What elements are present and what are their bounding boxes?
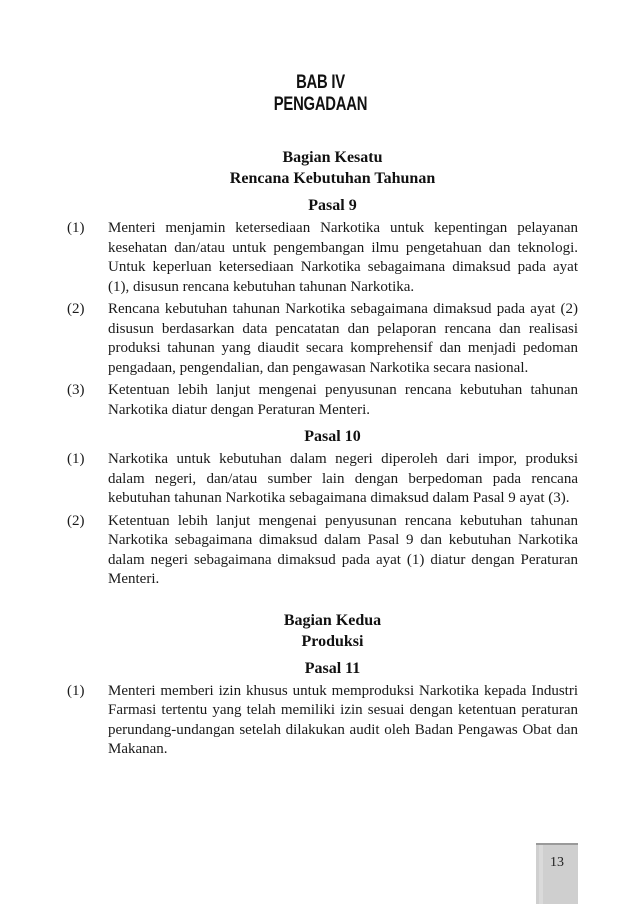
pasal-title: Pasal 9 xyxy=(308,197,357,214)
ayat-text: Rencana kebutuhan tahunan Narkotika sebagaimana dimaksud pada ayat (2) disusun berdasarkan data pencatatan dan pelaporan rencana dan realisasi produksi tahunan yang diaudit secara komprehensif dan menjadi pedoman pengadaan, pengendalian, dan pengawasan Narkotika secara nasional. xyxy=(108,301,578,376)
section-subheading: Rencana Kebutuhan Tahunan xyxy=(229,170,436,187)
section-heading: Bagian Kedua xyxy=(283,611,382,629)
ayat-number: (3) xyxy=(67,382,85,398)
ayat-number: (1) xyxy=(67,220,85,236)
page-number: 13 xyxy=(550,855,564,870)
ayat-text: Narkotika untuk kebutuhan dalam negeri diperoleh dari impor, produksi dalam negeri, dan/atau sumber lain dengan berpedoman pada rencana kebutuhan tahunan Narkotika sebagaimana dimaksud dalam Pasal 9 ayat (3). xyxy=(108,451,578,506)
ayat-item xyxy=(67,300,578,378)
ayat-text: Ketentuan lebih lanjut mengenai penyusunan rencana kebutuhan tahunan Narkotika diatur dengan Peraturan Menteri. xyxy=(108,382,578,418)
ayat-number: (2) xyxy=(67,512,85,529)
ayat-number: (2) xyxy=(67,301,85,317)
chapter-header xyxy=(71,72,569,116)
document-body xyxy=(67,147,578,763)
ayat-item xyxy=(67,381,578,420)
chapter-title: PENGADAAN xyxy=(273,94,368,115)
ayat-item xyxy=(67,450,578,509)
ayat-text: Menteri memberi izin khusus untuk memproduksi Narkotika kepada Industri Farmasi tertentu yang telah memiliki izin sesuai dengan ketentuan peraturan perundang-undangan setelah dilakukan audit oleh Badan Pengawas Obat dan Makanan. xyxy=(108,682,578,757)
chapter-number: BAB IV xyxy=(296,72,345,93)
section-heading: Bagian Kesatu xyxy=(282,149,383,166)
section-subheading: Produksi xyxy=(301,632,364,650)
page-number-tab xyxy=(536,843,578,904)
ayat-item xyxy=(67,219,578,297)
ayat-text: Menteri menjamin ketersediaan Narkotika untuk kepentingan pelayanan kesehatan dan/atau untuk pengembangan ilmu pengetahuan dan teknologi. Untuk keperluan ketersediaan Narkotika sebagaimana dimaksud pada ayat (1), disusun rencana kebutuhan tahunan Narkotika. xyxy=(108,220,578,295)
ayat-item xyxy=(67,682,578,760)
ayat-item xyxy=(67,512,578,590)
pasal-title: Pasal 11 xyxy=(304,659,361,677)
ayat-number: (1) xyxy=(67,682,85,699)
page-tab-stripe xyxy=(539,845,543,904)
ayat-number: (1) xyxy=(67,451,85,467)
ayat-text: Ketentuan lebih lanjut mengenai penyusunan rencana kebutuhan tahunan Narkotika sebagaimana dimaksud dalam Pasal 9 dan kebutuhan Narkotika dalam negeri sebagaimana dimaksud pada ayat (1) diatur dengan Peraturan Menteri. xyxy=(108,512,578,587)
pasal-title: Pasal 10 xyxy=(304,428,361,445)
